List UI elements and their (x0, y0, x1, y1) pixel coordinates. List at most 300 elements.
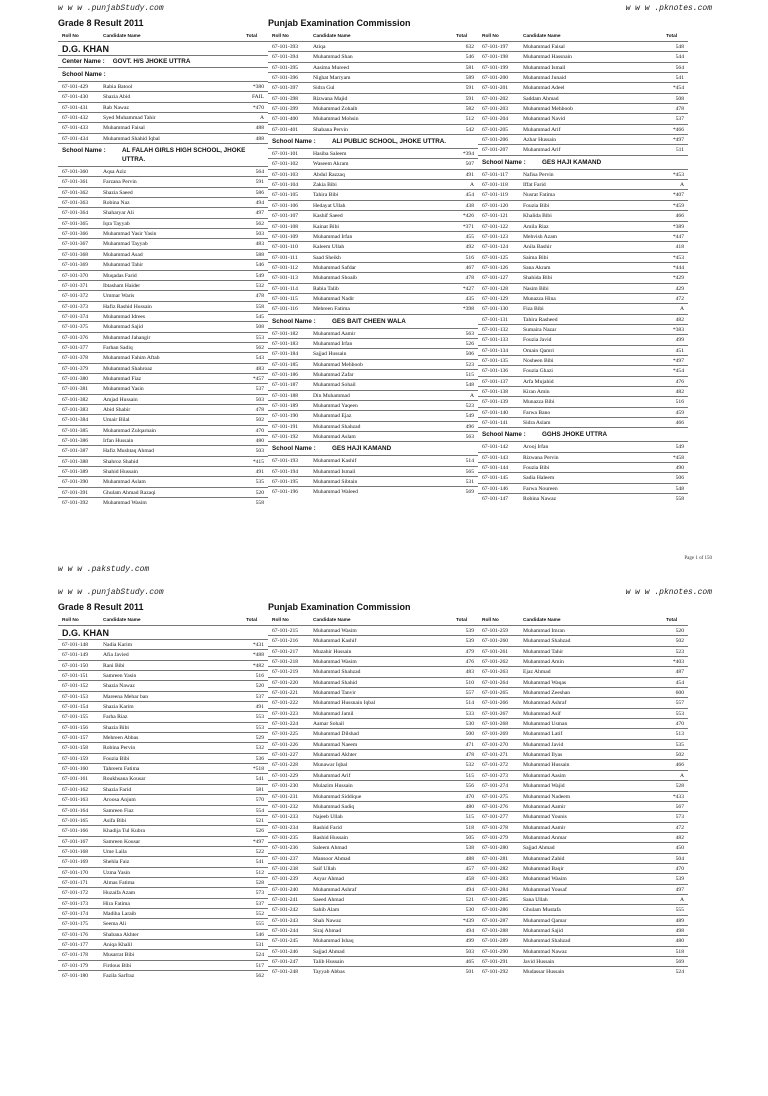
total-marks: 483 (255, 241, 264, 248)
table-row (58, 352, 268, 362)
total-marks: 478 (255, 293, 264, 300)
table-row (268, 348, 478, 358)
roll-no: 67-101-429 (62, 84, 89, 90)
total-marks: 537 (675, 116, 684, 123)
roll-no: 67-101-147 (482, 496, 509, 503)
table-row (478, 417, 688, 427)
table-row (58, 929, 268, 939)
roll-no: 67-101-143 (482, 454, 509, 461)
roll-no: 67-101-119 (482, 192, 508, 199)
table-row (58, 722, 268, 732)
roll-no: 67-101-377 (62, 344, 89, 351)
roll-no: 67-101-237 (272, 855, 299, 862)
total-marks: 488 (255, 135, 264, 142)
roll-no: 67-101-184 (272, 351, 299, 358)
table-row (58, 825, 268, 835)
total-marks: 502 (255, 417, 264, 424)
total-marks: 482 (675, 834, 684, 841)
candidate-name: Muhammad Fahim Aftab (103, 355, 160, 362)
results-column (268, 41, 478, 497)
roll-no: 67-101-167 (62, 838, 89, 845)
table-row (478, 728, 688, 738)
total-marks: 457 (465, 865, 474, 872)
total-marks: 591 (255, 179, 264, 186)
roll-no: 67-101-230 (272, 783, 299, 790)
roll-no: 67-101-235 (272, 834, 299, 841)
total-marks: 553 (255, 724, 264, 731)
results-column (478, 41, 688, 503)
candidate-name: Muhammad Mehboob (313, 361, 363, 368)
total-marks: FAIL (251, 94, 264, 101)
roll-no: 67-101-111 (272, 254, 298, 261)
table-row (268, 283, 478, 293)
total-marks: *457 (252, 375, 264, 382)
table-row (58, 836, 268, 846)
candidate-name: Nusrat Fatima (523, 192, 555, 199)
table-row (58, 176, 268, 186)
candidate-name: Hafiz Mushtaq Ahmad (103, 448, 154, 455)
candidate-name: Ume Laila (103, 848, 127, 855)
col-total: Total (456, 618, 468, 623)
table-row (478, 811, 688, 821)
table-row (58, 960, 268, 970)
total-marks: *470 (252, 104, 264, 111)
candidate-name: Kashif Saeed (313, 213, 343, 220)
school-name (478, 427, 688, 441)
table-row (58, 805, 268, 815)
total-marks: 573 (675, 814, 684, 821)
candidate-name: Shazia Nawaz (103, 683, 135, 690)
roll-no: 67-101-166 (62, 828, 89, 835)
roll-no: 67-101-281 (482, 855, 509, 862)
table-row (58, 342, 268, 352)
table-row (478, 93, 688, 103)
candidate-name: Farwa Bano (523, 409, 551, 416)
roll-no: 67-101-172 (62, 890, 89, 897)
roll-no: 67-101-430 (62, 94, 89, 101)
roll-no: 67-101-188 (272, 392, 299, 399)
total-marks: 532 (255, 745, 264, 752)
candidate-name: Fouzia Bibi (523, 465, 550, 472)
col-total: Total (456, 34, 468, 39)
candidate-name: Muhammad Hassnain (523, 54, 572, 61)
candidate-name: Muhammad Shahroaz (103, 365, 153, 372)
results-column (268, 625, 478, 977)
total-marks: *407 (672, 192, 684, 199)
candidate-name: Fazila Sarfraz (103, 973, 135, 979)
table-row (58, 383, 268, 393)
candidate-name: Sana Ullah (523, 896, 548, 903)
header-left-site[interactable]: w w w .punjabStudy.com (58, 4, 164, 13)
total-marks: 497 (255, 210, 264, 217)
roll-no: 67-101-284 (482, 886, 509, 893)
candidate-name: Robina Nawaz (523, 496, 557, 503)
total-marks: 513 (675, 731, 684, 738)
roll-no: 67-101-176 (62, 931, 89, 938)
total-marks: 588 (255, 251, 264, 258)
total-marks: *454 (672, 368, 684, 375)
table-row (268, 221, 478, 231)
table-row (478, 666, 688, 676)
total-marks: 487 (675, 669, 684, 676)
school-label: School Name : (482, 158, 526, 166)
roll-no: 67-101-289 (482, 938, 509, 945)
total-marks: 569 (465, 489, 474, 496)
total-marks: 532 (465, 762, 474, 769)
candidate-name: Muhammad Safdar (313, 264, 357, 271)
candidate-name: Aniqa Khalil (103, 941, 133, 948)
candidate-name: Aqsa Aziz (103, 169, 127, 176)
candidate-name: Muhammad Aslam (313, 434, 356, 441)
candidate-name: Muhammad Aamir (313, 330, 356, 337)
candidate-name: Arooj Irfan (523, 444, 549, 451)
roll-no: 67-101-367 (62, 241, 89, 248)
candidate-name: Nighat Marryam (313, 75, 351, 82)
roll-no: 67-101-371 (62, 282, 89, 289)
candidate-name: Omain Qamri (523, 347, 554, 354)
total-marks: 499 (465, 938, 474, 945)
table-row (58, 908, 268, 918)
roll-no: 67-101-200 (482, 75, 509, 82)
total-marks: 541 (675, 75, 684, 82)
table-row (268, 93, 478, 103)
candidate-name: Muhammad Sajid (523, 927, 563, 934)
table-row (478, 884, 688, 894)
total-marks: 562 (255, 973, 264, 979)
roll-no: 67-101-117 (482, 171, 508, 178)
candidate-name: Muhammad Kashif (313, 638, 357, 645)
result-page-2 (0, 584, 768, 1096)
total-marks: 476 (465, 659, 474, 666)
total-marks: 508 (675, 95, 684, 102)
total-marks: *454 (672, 85, 684, 92)
total-marks: 488 (465, 855, 474, 862)
roll-no: 67-101-382 (62, 396, 89, 403)
roll-no: 67-101-283 (482, 876, 509, 883)
candidate-name: Muhammad Yasir Yasin (103, 231, 157, 238)
candidate-name: Farzana Pervin (103, 179, 137, 186)
center-value: GOVT. H/S JHOKE UTTRA (112, 58, 191, 65)
roll-no: 67-101-102 (272, 161, 299, 168)
roll-no: 67-101-115 (272, 295, 298, 302)
candidate-name: Shehla Faiz (103, 859, 130, 866)
roll-no: 67-101-215 (272, 628, 299, 634)
total-marks: 491 (255, 469, 264, 476)
total-marks: 539 (465, 628, 474, 634)
candidate-name: Muhammad Asif (523, 710, 561, 717)
total-marks: 581 (255, 786, 264, 793)
total-marks: 529 (255, 735, 264, 742)
candidate-name: Waseem Akram (313, 161, 349, 168)
total-marks: 541 (255, 859, 264, 866)
candidate-name: Sidra Gul (313, 85, 335, 92)
table-row (58, 187, 268, 197)
total-marks: 562 (255, 220, 264, 227)
candidate-name: Muhammad Navid (523, 116, 566, 123)
candidate-name: Shahida Bibi (523, 275, 553, 282)
candidate-name: Samreen Yasin (103, 673, 137, 680)
table-row (478, 293, 688, 303)
roll-no: 67-101-273 (482, 772, 509, 779)
total-marks: 466 (675, 762, 684, 769)
candidate-name: Muhammad Mohsin (313, 116, 359, 123)
total-marks: *383 (672, 326, 684, 333)
roll-no: 67-101-199 (482, 64, 509, 71)
roll-no: 67-101-247 (272, 959, 299, 965)
roll-no: 67-101-401 (272, 126, 299, 133)
candidate-name: Muhammad Ismail (313, 468, 356, 475)
table-row (478, 780, 688, 790)
total-marks: 505 (465, 834, 474, 841)
table-row (268, 158, 478, 168)
table-row (268, 231, 478, 241)
candidate-name: Muhammad Zeeshan (523, 690, 571, 697)
table-row (478, 635, 688, 645)
candidate-name: Sajjad Ahmad (523, 845, 555, 852)
table-row (268, 780, 478, 790)
candidate-name: Nasim Bibi (523, 285, 549, 292)
roll-no: 67-101-375 (62, 324, 89, 331)
candidate-name: Tahira Rasheed (523, 316, 558, 323)
total-marks: 489 (675, 917, 684, 924)
table-row (268, 822, 478, 832)
total-marks: *433 (672, 793, 684, 800)
table-row (58, 81, 268, 91)
header-left-site[interactable]: w w w .punjabStudy.com (58, 588, 164, 597)
roll-no: 67-101-374 (62, 313, 89, 320)
roll-no: 67-101-129 (482, 295, 509, 302)
table-row (58, 649, 268, 659)
total-marks: 503 (465, 948, 474, 955)
roll-no: 67-101-145 (482, 475, 509, 482)
candidate-name: Seema Ali (103, 921, 127, 928)
total-marks: 565 (465, 468, 474, 475)
table-row (478, 169, 688, 179)
candidate-name: Muhammad Waleed (313, 489, 358, 496)
candidate-name: Hasiba Saleem (313, 151, 347, 158)
candidate-name: Azhar Hussain (523, 137, 557, 144)
roll-no: 67-101-365 (62, 220, 89, 227)
total-marks: *482 (252, 662, 264, 669)
candidate-name: Muhammad Younis (523, 814, 567, 821)
total-marks: 558 (675, 496, 684, 503)
candidate-name: Muhammad Faisal (523, 44, 565, 50)
col-total: Total (666, 34, 678, 39)
footer-site[interactable]: w w w .pakstudy.com (58, 565, 150, 574)
commission-title: Punjab Examination Commission (268, 602, 411, 612)
candidate-name: Mulazim Hussain (313, 783, 353, 790)
total-marks: 581 (465, 64, 474, 71)
table-row (58, 280, 268, 290)
table-row (268, 82, 478, 92)
candidate-name: Afia Javied (103, 652, 129, 659)
roll-no: 67-101-368 (62, 251, 89, 258)
total-marks: 520 (255, 489, 264, 496)
center-label: Center Name : (62, 58, 105, 65)
roll-no: 67-101-113 (272, 275, 298, 282)
total-marks: 573 (255, 890, 264, 897)
roll-no: 67-101-385 (62, 427, 89, 434)
roll-no: 67-101-124 (482, 244, 509, 251)
total-marks: 600 (675, 690, 684, 697)
total-marks: 557 (465, 690, 474, 697)
table-row (478, 472, 688, 482)
table-row (478, 759, 688, 769)
table-row (478, 407, 688, 417)
total-marks: 476 (675, 378, 684, 385)
candidate-name: Rabia Batool (103, 84, 133, 90)
candidate-name: Muhammad Shahzad (313, 669, 361, 676)
roll-no: 67-101-165 (62, 817, 89, 824)
roll-no: 67-101-267 (482, 710, 509, 717)
table-row (58, 476, 268, 486)
table-row (478, 462, 688, 472)
roll-no: 67-101-363 (62, 200, 89, 207)
table-row (478, 345, 688, 355)
table-row (268, 303, 478, 313)
table-row (58, 259, 268, 269)
candidate-name: Muhammad Nadir (313, 295, 355, 302)
table-row (58, 670, 268, 680)
table-row (58, 794, 268, 804)
table-row (268, 103, 478, 113)
candidate-name: Mehreen Fatima (313, 306, 350, 313)
roll-no: 67-101-242 (272, 907, 299, 914)
roll-no: 67-101-109 (272, 233, 299, 240)
roll-no: 67-101-272 (482, 762, 509, 769)
header-right-site[interactable]: w w w .pknotes.com (625, 588, 712, 597)
total-marks: 548 (465, 382, 474, 389)
total-marks: 558 (255, 303, 264, 310)
total-marks: 523 (465, 403, 474, 409)
roll-no: 67-101-171 (62, 879, 89, 886)
table-row (478, 41, 688, 51)
total-marks: 515 (465, 814, 474, 821)
roll-no: 67-101-197 (482, 44, 509, 50)
candidate-name: Muhammad Tanvir (313, 690, 356, 697)
table-row (478, 925, 688, 935)
school-name (478, 155, 688, 169)
total-marks: 497 (675, 886, 684, 893)
roll-no: 67-101-144 (482, 465, 509, 472)
table-row (58, 456, 268, 466)
candidate-name: Aasima Mureed (313, 64, 349, 71)
table-row (268, 832, 478, 842)
total-marks: 632 (465, 44, 474, 50)
col-roll: Roll No (482, 34, 499, 39)
roll-no: 67-101-260 (482, 638, 509, 645)
table-row (268, 410, 478, 420)
table-row (58, 846, 268, 856)
total-marks: 512 (255, 869, 264, 876)
total-marks: 516 (465, 254, 474, 261)
roll-no: 67-101-387 (62, 448, 89, 455)
roll-no: 67-101-364 (62, 210, 89, 217)
total-marks: 508 (255, 324, 264, 331)
roll-no: 67-101-291 (482, 959, 509, 965)
candidate-name: Muhammad Zulqarnain (103, 427, 156, 434)
total-marks: 544 (675, 54, 684, 61)
roll-no: 67-101-205 (482, 126, 509, 133)
table-row (58, 301, 268, 311)
total-marks: *497 (672, 137, 684, 144)
header-right-site[interactable]: w w w .pknotes.com (625, 4, 712, 13)
roll-no: 67-101-154 (62, 704, 89, 711)
school-label: School Name : (272, 445, 316, 453)
col-roll: Roll No (62, 618, 79, 623)
total-marks: 530 (465, 907, 474, 914)
candidate-name: Muhammad Baqir (523, 865, 564, 872)
roll-no: 67-101-173 (62, 900, 89, 907)
roll-no: 67-101-182 (272, 330, 299, 337)
candidate-name: Muhammad Yousaf (523, 886, 567, 893)
table-row (58, 753, 268, 763)
total-marks: A (679, 772, 684, 779)
roll-no: 67-101-133 (482, 337, 509, 344)
table-row (58, 207, 268, 217)
roll-no: 67-101-217 (272, 648, 299, 655)
candidate-name: Muzahir Hussain (313, 648, 352, 655)
total-marks: 518 (675, 948, 684, 955)
table-row (478, 904, 688, 914)
candidate-name: Muhammad Anmar (523, 834, 567, 841)
candidate-name: Muhammad Sadiq (313, 803, 355, 810)
candidate-name: Saleem Ahmad (313, 845, 348, 852)
candidate-name: Fouzia Bibi (523, 202, 550, 209)
total-marks: 418 (675, 244, 684, 251)
table-row (58, 270, 268, 280)
total-marks: 531 (465, 479, 474, 486)
school-label: School Name : (482, 431, 526, 439)
table-row (268, 884, 478, 894)
table-row (268, 811, 478, 821)
table-row (478, 134, 688, 144)
candidate-name: Nadia Karim (103, 642, 133, 648)
candidate-name: Abid Shabir (103, 406, 131, 413)
candidate-name: Sidra Aslam (523, 420, 551, 427)
roll-no: 67-101-155 (62, 714, 89, 721)
candidate-name: Sadia Haleem (523, 475, 555, 482)
table-row (58, 249, 268, 259)
table-row (58, 815, 268, 825)
total-marks: 520 (675, 628, 684, 634)
candidate-name: Atiqa (313, 44, 326, 50)
school-name (58, 67, 268, 81)
total-marks: 535 (675, 741, 684, 748)
school-name (268, 314, 478, 328)
candidate-name: Shazia Saeed (103, 189, 133, 196)
total-marks: 451 (675, 347, 684, 354)
table-row (268, 739, 478, 749)
table-row (478, 241, 688, 251)
roll-no: 67-101-269 (482, 731, 509, 738)
roll-no: 67-101-132 (482, 326, 509, 333)
roll-no: 67-101-372 (62, 293, 89, 300)
candidate-name: Ghulam Mustafa (523, 907, 561, 914)
total-marks: 549 (255, 272, 264, 279)
candidate-name: Fouzia Bibi (103, 755, 130, 762)
candidate-name: Muhammad Adeel (523, 85, 565, 92)
table-row (58, 112, 268, 122)
roll-no: 67-101-107 (272, 213, 299, 220)
table-row (268, 687, 478, 697)
total-marks: *380 (252, 84, 264, 90)
candidate-name: Shabana Pervin (313, 126, 348, 133)
col-roll: Roll No (272, 618, 289, 623)
candidate-name: Muhammad Arif (523, 147, 561, 154)
school-value: ALI PUBLIC SCHOOL, JHOKE UTTRA. (332, 138, 447, 146)
total-marks: *488 (252, 652, 264, 659)
